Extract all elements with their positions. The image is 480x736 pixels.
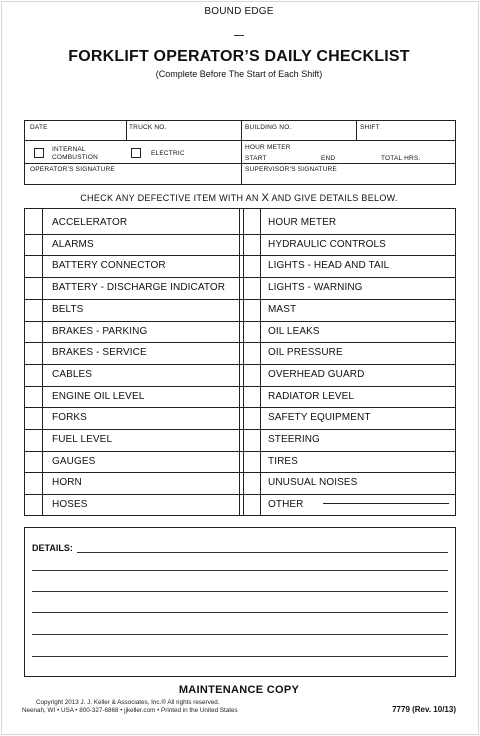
checklist-item-left: ACCELERATOR: [52, 217, 128, 228]
checklist-item-left: ALARMS: [52, 238, 94, 250]
operator-signature-field[interactable]: OPERATOR’S SIGNATURE: [30, 166, 115, 173]
defect-checkbox-left[interactable]: [25, 472, 42, 494]
checklist-item-right: OTHER: [268, 499, 304, 511]
defect-checkbox-left[interactable]: [25, 494, 42, 516]
checklist-item-right: SAFETY EQUIPMENT: [268, 412, 371, 424]
defect-checkbox-right[interactable]: [243, 234, 260, 256]
defect-checkbox-right[interactable]: [243, 299, 260, 321]
defect-checkbox-left[interactable]: [25, 364, 42, 386]
instructions-part2: AND GIVE DETAILS BELOW.: [269, 193, 398, 203]
checklist-item-left: HOSES: [52, 499, 88, 511]
checklist-item-right: TIRES: [268, 455, 298, 467]
building-no-field[interactable]: BUILDING NO.: [245, 124, 292, 131]
details-section: [24, 527, 456, 677]
truck-no-field[interactable]: TRUCK NO.: [129, 124, 167, 131]
checklist-table: [24, 208, 456, 516]
checklist-item-right: LIGHTS - HEAD AND TAIL: [268, 260, 390, 272]
checklist-item-left: FUEL LEVEL: [52, 434, 113, 445]
checklist-item-left: FORKS: [52, 412, 87, 424]
checklist-item-left: BATTERY CONNECTOR: [52, 260, 166, 272]
internal-combustion-label-line1: INTERNAL: [52, 146, 86, 153]
checklist-item-right: STEERING: [268, 434, 320, 445]
checklist-item-left: GAUGES: [52, 455, 96, 467]
details-line[interactable]: [32, 634, 448, 635]
row-divider: [25, 472, 455, 473]
defect-checkbox-right[interactable]: [243, 429, 260, 451]
form-number: 7779 (Rev. 10/13): [392, 705, 456, 714]
checklist-item-right: HYDRAULIC CONTROLS: [268, 238, 386, 250]
checklist-item-right: UNUSUAL NOISES: [268, 477, 358, 489]
date-field[interactable]: DATE: [30, 124, 48, 131]
copyright-text: Copyright 2013 J. J. Keller & Associates, Inc.® All rights reserved.: [36, 699, 220, 706]
row-divider: [25, 299, 455, 300]
internal-combustion-checkbox[interactable]: [34, 148, 44, 158]
defect-checkbox-left[interactable]: [25, 321, 42, 343]
divider: [25, 140, 455, 141]
defect-checkbox-right[interactable]: [243, 407, 260, 429]
defect-checkbox-left[interactable]: [25, 429, 42, 451]
defect-checkbox-right[interactable]: [243, 472, 260, 494]
defect-checkbox-left[interactable]: [25, 277, 42, 299]
checklist-item-left: BATTERY - DISCHARGE INDICATOR: [52, 282, 226, 294]
details-line[interactable]: [32, 570, 448, 571]
instructions: [0, 192, 478, 204]
defect-checkbox-right[interactable]: [243, 321, 260, 343]
total-hrs-field[interactable]: TOTAL HRS.: [381, 155, 421, 162]
details-line[interactable]: [32, 591, 448, 592]
row-divider: [25, 407, 455, 408]
start-field[interactable]: START: [245, 155, 267, 162]
defect-checkbox-right[interactable]: [243, 277, 260, 299]
page-subtitle: (Complete Before The Start of Each Shift): [155, 69, 323, 79]
defect-checkbox-right[interactable]: [243, 386, 260, 408]
checklist-item-right: RADIATOR LEVEL: [268, 390, 355, 402]
defect-checkbox-left[interactable]: [25, 386, 42, 408]
defect-checkbox-left[interactable]: [25, 234, 42, 256]
supervisor-signature-field[interactable]: SUPERVISOR’S SIGNATURE: [245, 166, 337, 173]
checklist-item-left: BRAKES - SERVICE: [52, 347, 147, 359]
bound-edge-mark: [234, 35, 244, 36]
page-title: FORKLIFT OPERATOR’S DAILY CHECKLIST: [68, 48, 410, 65]
internal-combustion-label: [52, 146, 98, 161]
header-info-block: [24, 120, 456, 185]
address-text: Neenah, WI • USA • 800-327-6868 • jjkeller.com • Printed in the United States: [22, 707, 238, 714]
defect-checkbox-right[interactable]: [243, 364, 260, 386]
checklist-item-left: BRAKES - PARKING: [52, 325, 148, 337]
checklist-item-left: ENGINE OIL LEVEL: [52, 390, 145, 402]
internal-combustion-label-line2: COMBUSTION: [52, 153, 99, 161]
instructions-part1: CHECK ANY DEFECTIVE ITEM WITH AN: [80, 193, 262, 203]
details-line[interactable]: [32, 612, 448, 613]
checklist-item-right: HOUR METER: [268, 217, 337, 228]
divider: [25, 163, 455, 164]
electric-checkbox[interactable]: [131, 148, 141, 158]
defect-checkbox-left[interactable]: [25, 212, 42, 234]
shift-field[interactable]: SHIFT: [360, 124, 380, 131]
defect-checkbox-right[interactable]: [243, 494, 260, 516]
maintenance-copy-label: MAINTENANCE COPY: [178, 684, 300, 696]
defect-checkbox-right[interactable]: [243, 342, 260, 364]
checklist-item-left: BELTS: [52, 303, 84, 315]
end-field[interactable]: END: [321, 155, 336, 162]
details-label: DETAILS:: [32, 543, 73, 553]
defect-checkbox-right[interactable]: [243, 451, 260, 473]
row-divider: [25, 494, 455, 495]
defect-checkbox-left[interactable]: [25, 299, 42, 321]
bound-edge-label: BOUND EDGE: [204, 6, 274, 17]
details-line[interactable]: [32, 656, 448, 657]
defect-checkbox-right[interactable]: [243, 255, 260, 277]
hour-meter-label: HOUR METER: [245, 144, 291, 151]
defect-checkbox-right[interactable]: [243, 212, 260, 234]
details-line[interactable]: [77, 552, 448, 553]
divider: [356, 121, 357, 140]
other-write-in-line[interactable]: [323, 503, 449, 504]
checklist-item-right: LIGHTS - WARNING: [268, 282, 363, 294]
checklist-item-left: CABLES: [52, 368, 93, 380]
defect-checkbox-left[interactable]: [25, 407, 42, 429]
defect-checkbox-left[interactable]: [25, 255, 42, 277]
checklist-item-right: MAST: [268, 303, 297, 315]
checklist-item-left: HORN: [52, 477, 82, 489]
electric-label: ELECTRIC: [151, 150, 185, 157]
divider: [126, 121, 127, 140]
defect-checkbox-left[interactable]: [25, 451, 42, 473]
checklist-item-right: OIL PRESSURE: [268, 347, 343, 359]
divider: [241, 121, 242, 184]
defect-checkbox-left[interactable]: [25, 342, 42, 364]
checklist-item-right: OIL LEAKS: [268, 325, 320, 337]
checklist-item-right: OVERHEAD GUARD: [268, 368, 365, 380]
instructions-x: X: [261, 192, 270, 204]
